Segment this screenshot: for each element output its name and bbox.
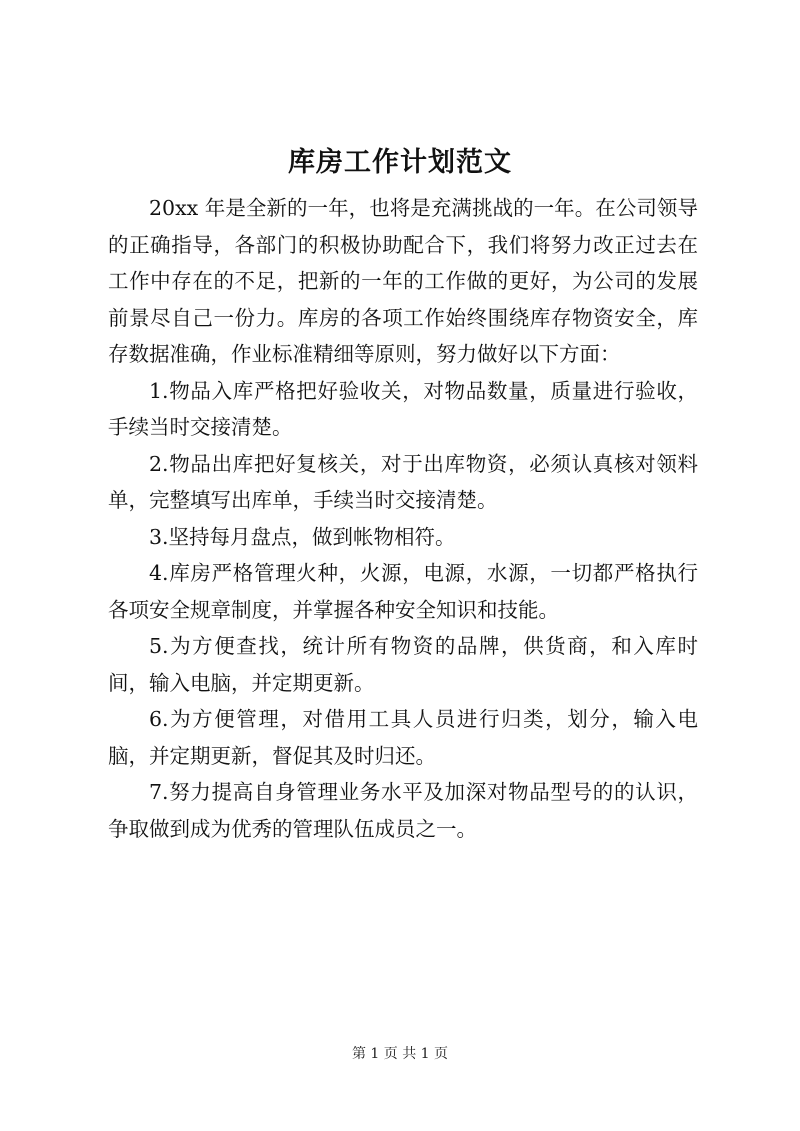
list-item-5: 5.为方便查找，统计所有物资的品牌，供货商，和入库时间，输入电脑，并定期更新。	[108, 634, 698, 695]
document-body	[108, 190, 698, 847]
list-item-1: 1.物品入库严格把好验收关，对物品数量，质量进行验收，手续当时交接清楚。	[108, 378, 698, 439]
list-item-3: 3.坚持每月盘点，做到帐物相符。	[149, 524, 456, 549]
list-item-7: 7.努力提高自身管理业务水平及加深对物品型号的的认识，争取做到成为优秀的管理队伍成员之一。	[108, 780, 698, 841]
intro-paragraph: 20xx 年是全新的一年，也将是充满挑战的一年。在公司领导的正确指导，各部门的积极协助配合下，我们将努力改正过去在工作中存在的不足，把新的一年的工作做的更好，为公司的发展前景尽自己一份力。库房的各项工作始终围绕库存物资安全，库存数据准确，作业标准精细等原则，努力做好以下方面：	[108, 196, 698, 366]
page-number-footer: 第 1 页 共 1 页	[351, 1046, 449, 1062]
document-title: 库房工作计划范文	[288, 147, 512, 178]
list-item-4: 4.库房严格管理火种，火源，电源，水源，一切都严格执行各项安全规章制度，并掌握各种安全知识和技能。	[108, 561, 698, 622]
list-item-6: 6.为方便管理，对借用工具人员进行归类，划分，输入电脑，并定期更新，督促其及时归还。	[108, 707, 698, 768]
list-item-2: 2.物品出库把好复核关，对于出库物资，必须认真核对领料单，完整填写出库单，手续当时交接清楚。	[108, 451, 698, 512]
